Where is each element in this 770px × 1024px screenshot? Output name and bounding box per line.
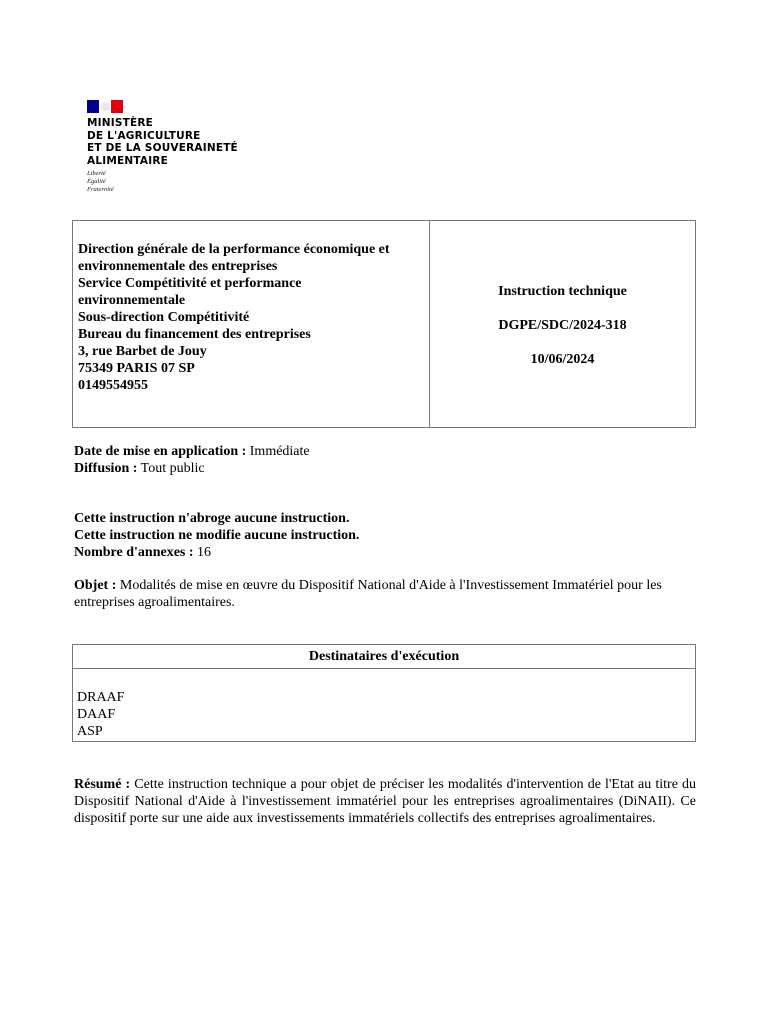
republic-motto	[87, 170, 287, 194]
abroge-note: Cette instruction n'abroge aucune instruction.	[74, 511, 350, 526]
resume-text: Cette instruction technique a pour objet de préciser les modalités d'intervention de l'Etat au titre du Dispositif National d'Aide à l'investissement immatériel pour les entreprises agroalimentaires (DiNAII). Ce dispositif porte sur une aide aux investissements immatériels collectifs des entreprises agroalimentaires.	[74, 777, 696, 826]
destinataire-item: DAAF	[77, 707, 116, 722]
destinataires-table	[72, 644, 696, 742]
application-date	[74, 443, 696, 460]
diffusion-value: Tout public	[140, 461, 205, 476]
document-reference: DGPE/SDC/2024-318	[498, 318, 627, 333]
issuer-address	[73, 221, 430, 427]
motto-line: Égalité	[87, 178, 106, 185]
issuer-line: environnementale des entreprises	[78, 259, 278, 274]
ministry-line: MINISTÈRE	[87, 117, 154, 129]
ministry-line: ALIMENTAIRE	[87, 154, 168, 167]
motto-line: Fraternité	[87, 186, 114, 193]
instruction-notes	[74, 510, 696, 561]
issuer-line: 0149554955	[78, 378, 148, 393]
issuer-line: Sous-direction Compétitivité	[78, 310, 250, 325]
diffusion-label: Diffusion :	[74, 461, 138, 476]
destinataires-list	[73, 669, 695, 740]
document-identity	[430, 221, 695, 427]
issuer-line: Direction générale de la performance économique et	[78, 242, 390, 257]
application-info	[74, 443, 696, 477]
annexes-value: 16	[197, 545, 212, 560]
objet-section	[74, 577, 696, 611]
issuer-line: Service Compétitivité et performance	[78, 276, 302, 291]
issuer-line: 75349 PARIS 07 SP	[78, 361, 195, 376]
destinataire-item: DRAAF	[77, 690, 125, 705]
destinataires-title: Destinataires d'exécution	[73, 645, 695, 669]
issuer-line: 3, rue Barbet de Jouy	[78, 344, 207, 359]
document-date: 10/06/2024	[530, 352, 595, 367]
marianne-flag-icon	[87, 100, 123, 113]
annexes-count	[74, 544, 696, 561]
issuer-line: Bureau du financement des entreprises	[78, 327, 311, 342]
application-value: Immédiate	[249, 444, 310, 459]
header-table	[72, 220, 696, 428]
annexes-label: Nombre d'annexes :	[74, 545, 194, 560]
resume-section	[74, 776, 696, 827]
destinataire-item: ASP	[77, 724, 103, 739]
ministry-line: ET DE LA SOUVERAINETÉ	[87, 142, 238, 154]
issuer-line: environnementale	[78, 293, 186, 308]
ministry-name	[87, 117, 287, 167]
motto-line: Liberté	[87, 170, 106, 177]
objet-text: Modalités de mise en œuvre du Dispositif National d'Aide à l'Investissement Immatériel pour les entreprises agroalimentaires.	[74, 578, 662, 610]
resume-label: Résumé :	[74, 777, 131, 792]
ministry-line: DE L'AGRICULTURE	[87, 129, 201, 142]
application-label: Date de mise en application :	[74, 444, 247, 459]
ministry-logo	[87, 100, 287, 194]
document-type: Instruction technique	[498, 284, 627, 299]
modifie-note: Cette instruction ne modifie aucune instruction.	[74, 528, 360, 543]
diffusion	[74, 460, 696, 477]
objet-label: Objet :	[74, 578, 117, 593]
